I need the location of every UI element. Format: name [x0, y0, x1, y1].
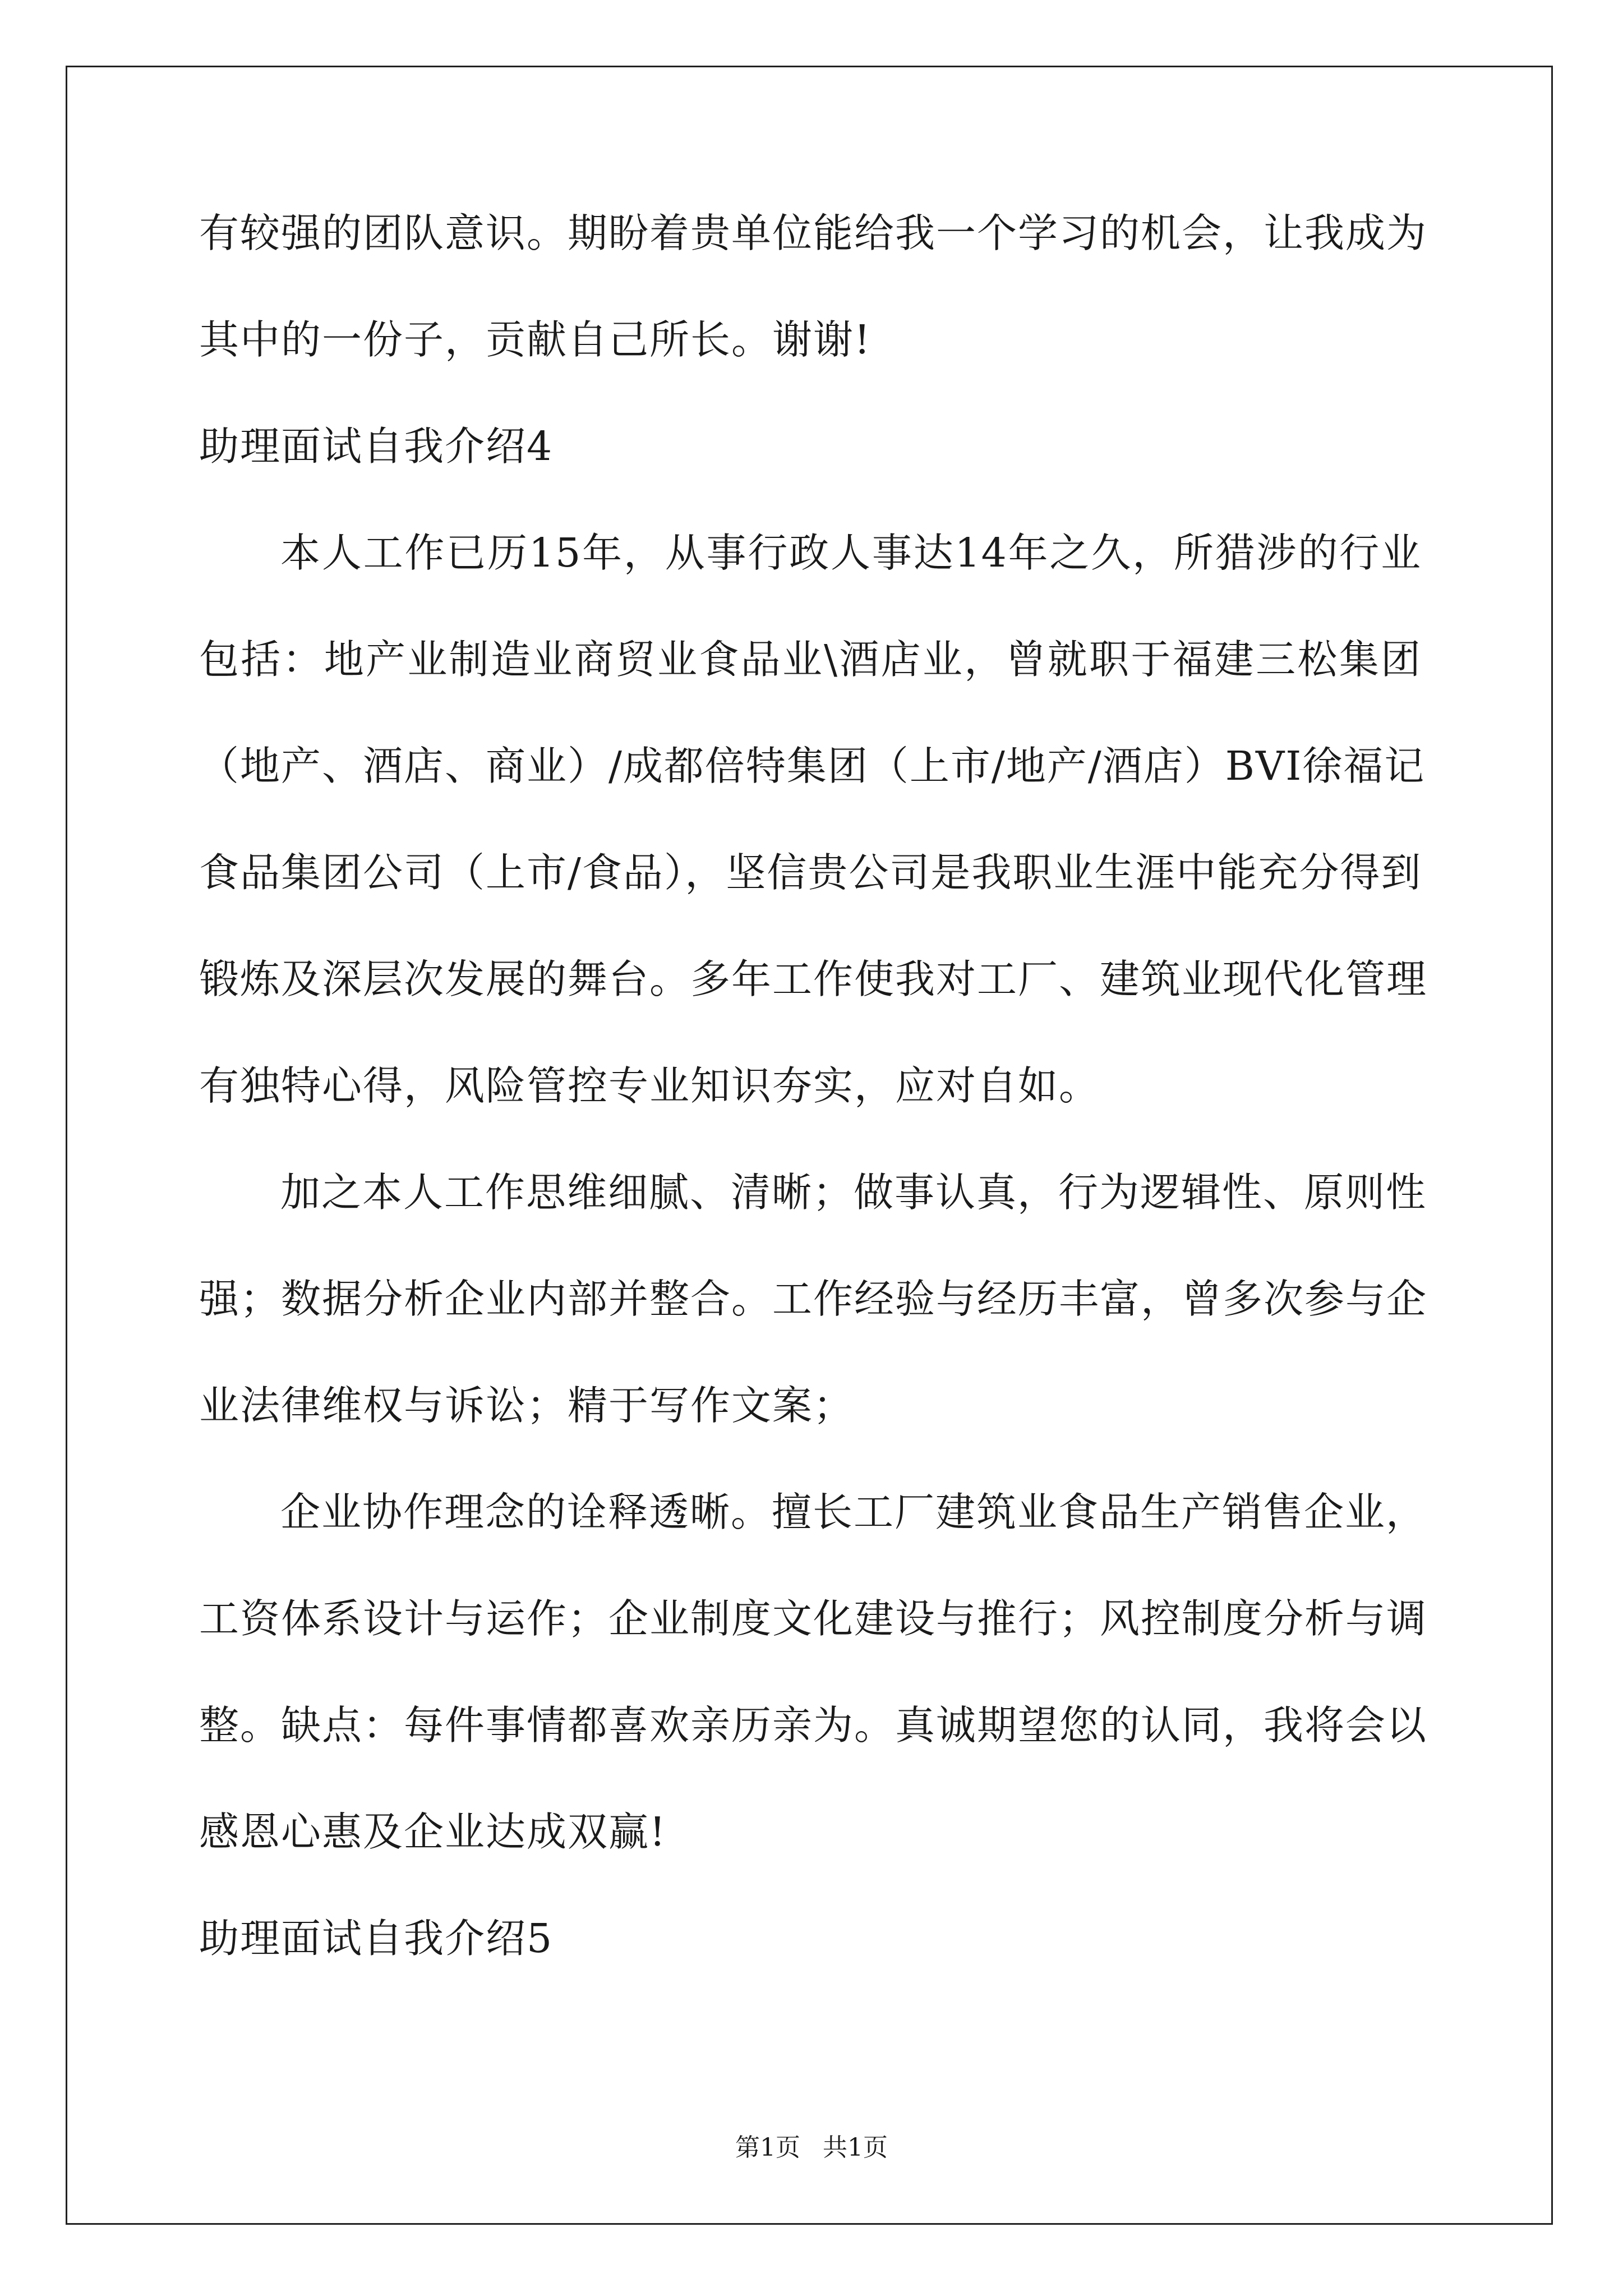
page-number: 第1页	[735, 2133, 800, 2162]
text-line: （地产、酒店、商业）/成都倍特集团（上市/地产/酒店）BVI徐福记	[199, 743, 1426, 789]
text-line: 工资体系设计与运作；企业制度文化建设与推行；风控制度分析与调	[199, 1595, 1428, 1642]
text-line: 有较强的团队意识。期盼着贵单位能给我一个学习的机会，让我成为	[199, 210, 1428, 256]
text-line: 加之本人工作思维细腻、清晰；做事认真，行为逻辑性、原则性	[280, 1169, 1427, 1216]
text-line: 包括：地产业制造业商贸业食品业\酒店业，曾就职于福建三松集团	[199, 636, 1422, 683]
text-line: 本人工作已历15年，从事行政人事达14年之久，所猎涉的行业	[280, 530, 1422, 576]
page-total: 共1页	[823, 2133, 888, 2162]
document-body	[199, 210, 1428, 2025]
text-line: 其中的一份子，贡献自己所长。谢谢!	[199, 316, 872, 363]
text-line: 锻炼及深层次发展的舞台。多年工作使我对工厂、建筑业现代化管理	[199, 956, 1428, 1002]
text-line: 食品集团公司（上市/食品），坚信贵公司是我职业生涯中能充分得到	[199, 849, 1422, 896]
text-line: 有独特心得，风险管控专业知识夯实，应对自如。	[199, 1062, 1100, 1109]
section-heading-5: 助理面试自我介绍5	[199, 1915, 554, 1962]
page-footer	[0, 2127, 1623, 2163]
section-heading-4: 助理面试自我介绍4	[199, 423, 554, 470]
text-line: 整。缺点：每件事情都喜欢亲历亲为。真诚期望您的认同，我将会以	[199, 1702, 1428, 1749]
text-line: 感恩心惠及企业达成双赢!	[199, 1809, 667, 1855]
text-line: 强；数据分析企业内部并整合。工作经验与经历丰富，曾多次参与企	[199, 1276, 1428, 1322]
text-line: 业法律维权与诉讼；精于写作文案；	[199, 1382, 855, 1429]
text-line: 企业协作理念的诠释透晰。擅长工厂建筑业食品生产销售企业，	[280, 1489, 1427, 1535]
